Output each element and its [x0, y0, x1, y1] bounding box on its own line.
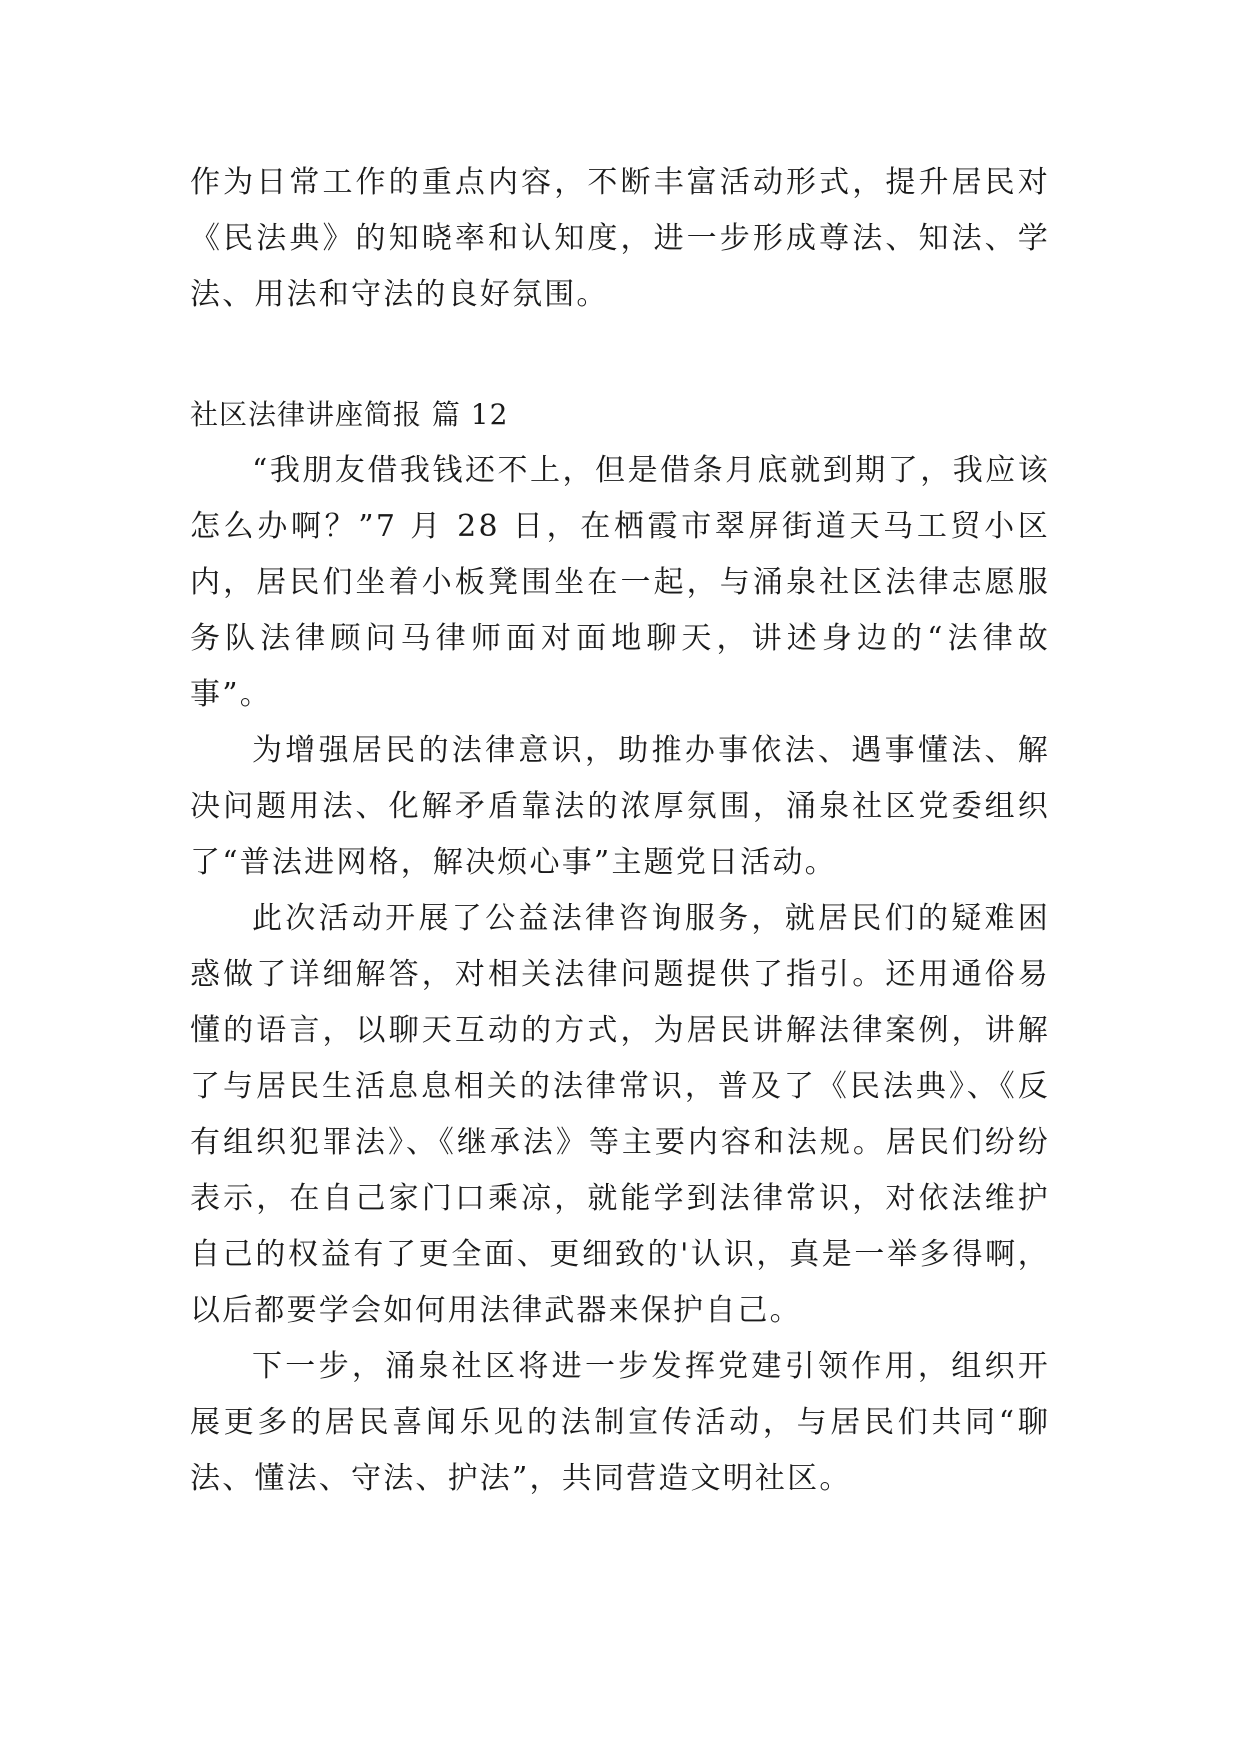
intro-paragraph: 作为日常工作的重点内容，不断丰富活动形式，提升居民对《民法典》的知晓率和认知度，进一步形成尊法、知法、学法、用法和守法的良好氛围。 — [190, 165, 1050, 312]
body-paragraph-4: 下一步，涌泉社区将进一步发挥党建引领作用，组织开展更多的居民喜闻乐见的法制宣传活动，与居民们共同“聊法、懂法、守法、护法”，共同营造文明社区。 — [190, 1349, 1050, 1496]
body-paragraph-2: 为增强居民的法律意识，助推办事依法、遇事懂法、解决问题用法、化解矛盾靠法的浓厚氛围，涌泉社区党委组织了“普法进网格，解决烦心事”主题党日活动。 — [190, 733, 1050, 880]
section-heading: 社区法律讲座简报 篇 12 — [190, 398, 509, 431]
document-page — [190, 155, 1050, 1507]
body-paragraph-3: 此次活动开展了公益法律咨询服务，就居民们的疑难困惑做了详细解答，对相关法律问题提供了指引。还用通俗易懂的语言，以聊天互动的方式，为居民讲解法律案例，讲解了与居民生活息息相关的法律常识，普及了《民法典》、《反有组织犯罪法》、《继承法》等主要内容和法规。居民们纷纷表示，在自己家门口乘凉，就能学到法律常识，对依法维护自己的权益有了更全面、更细致的'认识，真是一举多得啊，以后都要学会如何用法律武器来保护自己。 — [190, 901, 1050, 1328]
body-paragraph-1: “我朋友借我钱还不上，但是借条月底就到期了，我应该怎么办啊？”7 月 28 日，在栖霞市翠屏街道天马工贸小区内，居民们坐着小板凳围坐在一起，与涌泉社区法律志愿服务队法律顾问马律师面对面地聊天，讲述身边的“法律故事”。 — [190, 453, 1050, 712]
